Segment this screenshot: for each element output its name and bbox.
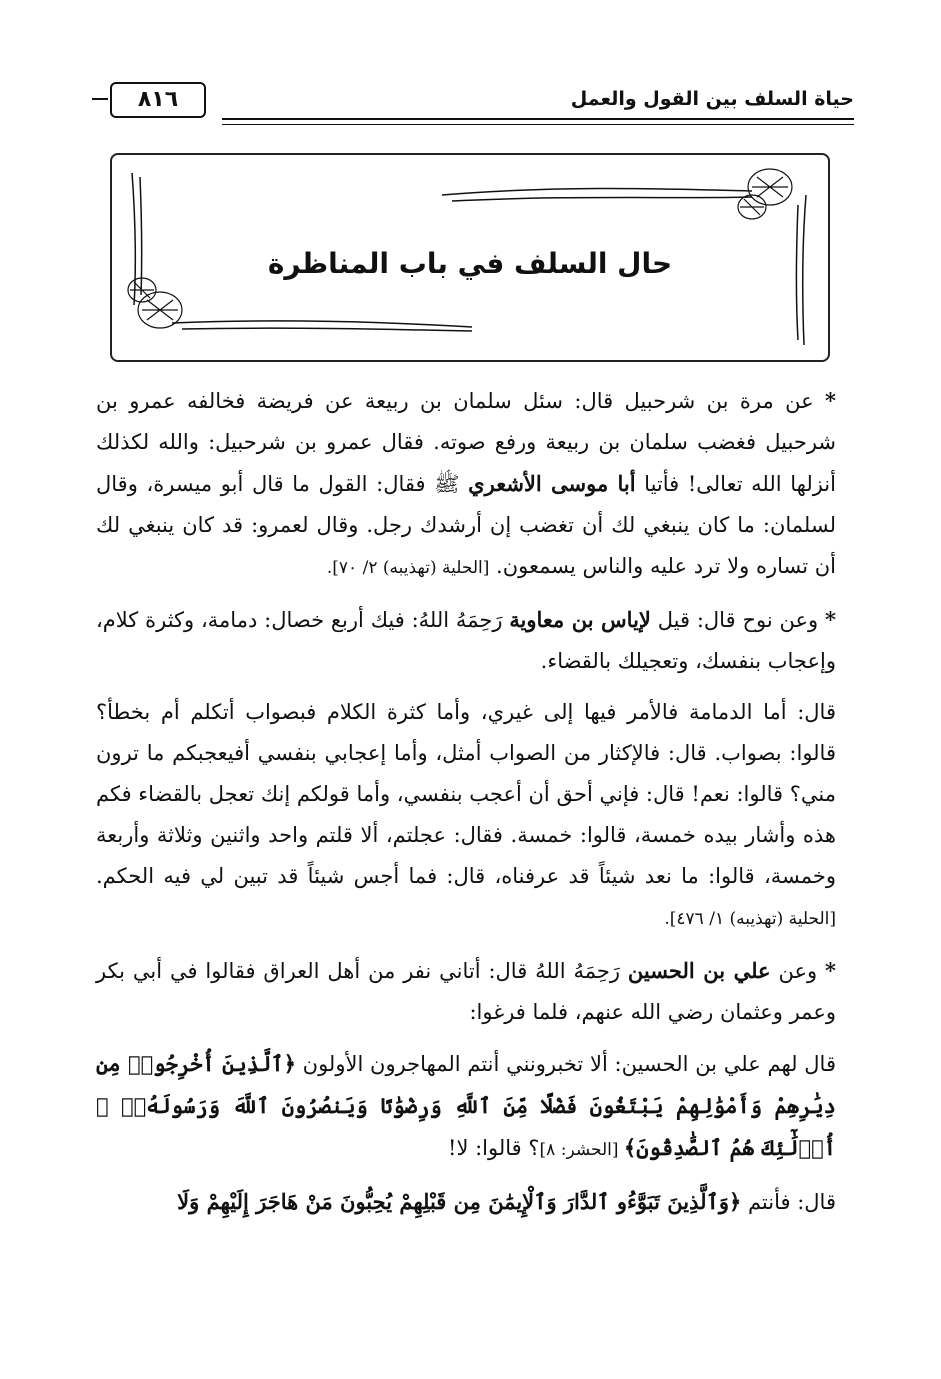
text-run: ؟ قالوا: لا! — [448, 1136, 540, 1160]
text-run: قال: فأنتم — [741, 1190, 836, 1214]
person-name: علي بن الحسين — [627, 958, 771, 983]
text-run: رَحِمَهُ اللهُ قال: أتاني نفر من أهل العراق فقالوا في أبي بكر وعمر وعثمان رضي الله عنهم، فلما فرغوا: — [96, 959, 836, 1024]
text-run: رَحِمَهُ اللهُ: فيك أربع خصال: دمامة، وكثرة كلام، وإعجاب بنفسك، وتعجيلك بالقضاء. — [96, 608, 836, 673]
header-rule — [222, 118, 854, 120]
section-title-frame — [110, 153, 830, 362]
citation: [الحلية (تهذيبه) ١/ ٤٧٦]. — [664, 909, 836, 929]
quran-verse: ﴿وَٱلَّذِينَ تَبَوَّءُو ٱلدَّارَ وَٱلْإِيمَٰنَ مِن قَبْلِهِمْ يُحِبُّونَ مَنْ هَاجَرَ إِلَيْهِمْ وَلَا — [177, 1189, 742, 1214]
person-name: لإياس بن معاوية — [509, 607, 651, 632]
page-number: ٨١٦ — [110, 82, 206, 118]
citation: [الحلية (تهذيبه) ٢/ ٧٠]. — [326, 558, 490, 578]
paragraph — [96, 692, 836, 940]
paragraph — [96, 950, 836, 1033]
bullet-star: * — [825, 958, 837, 983]
quran-verse: ﴿ٱلَّذِينَ أُخْرِجُوا۟ مِن دِيَٰرِهِمْ وَأَمْوَٰلِهِمْ يَبْتَغُونَ فَضْلًا مِّنَ ٱللَّهِ وَرِضْوَٰنًا وَيَنصُرُونَ ٱللَّهَ وَرَسُولَهُۥٓ ۚ أُو۟لَٰٓئِكَ هُمُ ٱلصَّٰدِقُونَ﴾ — [96, 1051, 836, 1160]
text-run: ﷺ فقال: القول ما قال أبو ميسرة، وقال لسلمان: ما كان ينبغي لك أن تغضب إن أرشدك رجل. وقال لعمرو: قد كان ينبغي لك أن تساره ولا ترد عليه والناس يسمعون. — [96, 472, 836, 578]
text-run: قال لهم علي بن الحسين: ألا تخبرونني أنتم المهاجرون الأولون — [295, 1052, 836, 1076]
person-name: أبا موسى الأشعري — [468, 471, 636, 496]
main-text — [96, 380, 836, 1233]
paragraph — [96, 380, 836, 589]
section-title: حال السلف في باب المناظرة — [267, 247, 673, 280]
text-run: قال: أما الدمامة فالأمر فيها إلى غيري، وأما كثرة الكلام فبصواب أتكلم أم بخطأ؟ قالوا: بصواب. قال: فالإكثار من الصواب أمثل، وأما إعجابي بنفسي أفيعجبكم ما ترون مني؟ قالوا: نعم! قال: فإني أحق أن أعجب بنفسي، وأما قولكم إنك تعجل بالقضاء فكم هذه وأشار بيده خمسة، قالوا: خمسة. فقال: عجلتم، ألا قلتم واحد واثنين وثلاثة وأربعة وخمسة، قالوا: ما نعد شيئاً قد عرفناه، قال: فما أجس شيئاً قد تبين لي فيه الحكم. — [96, 700, 836, 888]
paragraph — [96, 1043, 836, 1171]
paragraph — [96, 1181, 836, 1223]
header-rule-thin — [222, 124, 854, 125]
text-run: وعن — [770, 959, 826, 983]
paragraph — [96, 599, 836, 682]
bullet-star: * — [825, 388, 836, 413]
citation: [الحشر: ٨] — [539, 1140, 624, 1160]
running-header — [92, 78, 854, 128]
bullet-star: * — [825, 607, 836, 632]
running-title: حياة السلف بين القول والعمل — [570, 88, 854, 110]
text-run: وعن نوح قال: قيل — [650, 608, 825, 632]
header-ornament-line — [92, 98, 108, 100]
text-run: عن مرة بن شرحبيل قال: سئل سلمان بن ربيعة عن فريضة فخالفه عمرو بن شرحبيل فغضب سلمان بن ربيعة ورفع صوته. فقال عمرو بن شرحبيل: والله لكذلك أنزلها الله تعالى! فأتيا — [96, 389, 836, 496]
